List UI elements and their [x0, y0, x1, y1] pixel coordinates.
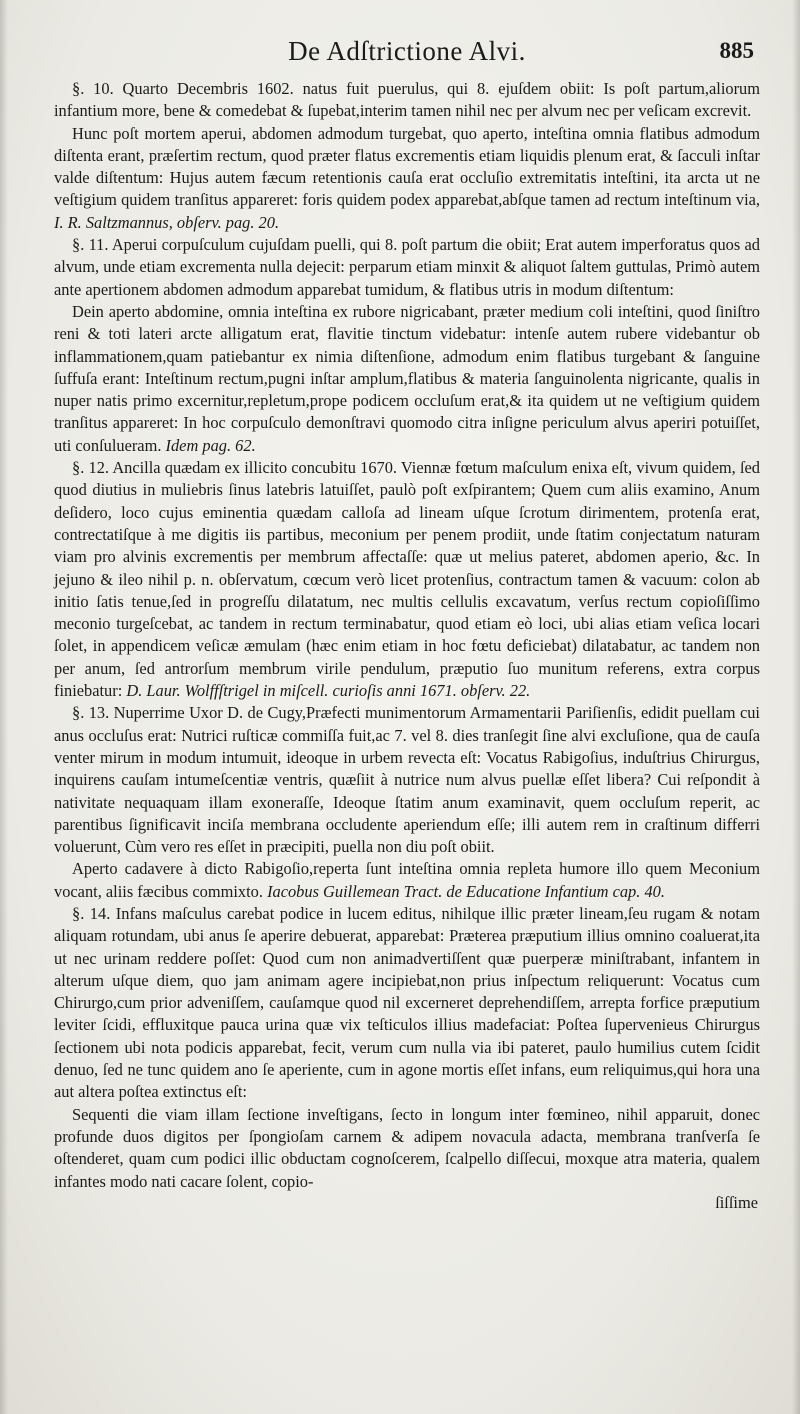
running-title: De Adſtrictione Alvi. — [288, 36, 526, 66]
catchword: ſiſſime — [715, 1192, 758, 1212]
paragraph-text: §. 12. Ancilla quædam ex illicito concubitu 1670. Viennæ fœtum maſculum enixa eſt, vivum quidem, ſed quod diutius in muliebris ſinus latebris latuiſſet, paulò poſt exſpirantem; Quem cum aliis examino, Anum deſidero, loco cujus eminentia quædam calloſa ad lineam uſque ſcrotum dirimentem, protenſa erat, contrectatiſque à me digitis iis partibus, meconium per penem prodiit, unde ſtatim conjectatum naturam viam pro alvinis excrementis per membrum affectaſſe: quæ ut melius pateret, abdomen aperio, &c. In jejuno & ileo nihil p. n. obſervatum, cœcum verò licet protenſius, contractum tamen & vacuum: colon ab initio ſatis tenue,ſed in progreſſu dilatatum, nec multis cellulis excavatum, verſus rectum copioſiſſimo meconio turgeſcebat, ac tandem in rectum terminabatur, quod etiam eò loci, ubi alias etiam veſica locari ſolet, in appendicem veſicæ æmulam (hæc enim etiam in hoc fœtu deficiebat) dilatabatur, ac tandem non per anum, ſed antrorſum membrum virile pendulum, præputio ſuo munitum referens, extra corpus finiebatur: — [54, 458, 760, 701]
paragraph-14 — [54, 903, 760, 1104]
paragraph-text: §. 11. Aperui corpuſculum cujuſdam puelli, qui 8. poſt partum die obiit; Erat autem imperforatus quos ad alvum, unde etiam excrementa nulla dejecit: perparum etiam minxit & aliquot ſaltem guttulas, Primò autem ante apertionem abdomen admodum apparebat tumidum, & flatibus utris in modum diſtentum: — [54, 235, 760, 299]
paragraph-11-cont — [54, 301, 760, 457]
paragraph-11 — [54, 234, 760, 301]
citation: D. Laur. Wolffſtrigel in miſcell. curioſis anni 1671. obſerv. 22. — [126, 681, 531, 701]
paragraph-text: Aperto cadavere à dicto Rabigoſio,reperta ſunt inteſtina omnia repleta humore illo quem Meconium vocant, aliis fæcibus commixto. — [54, 859, 760, 901]
paragraph-13 — [54, 702, 760, 858]
citation: Iacobus Guillemean Tract. de Educatione Infantium cap. 40. — [267, 881, 665, 901]
paragraph-10-cont — [54, 123, 760, 234]
page-edge-shadow — [0, 0, 8, 1414]
paragraph-text: §. 13. Nuperrime Uxor D. de Cugy,Præfecti munimentorum Armamentarii Pariſienſis, edidit puellam cui anus occluſus erat: Nutrici ruſticæ commiſſa fuit,ac 7. vel 8. dies tranſegit ſine alvi excluſione, qua de cauſa venter mirum in modum intumuit, ideoque in urbem revecta eſt: Vocatus Rabigoſius, induſtrius Chirurgus, inquirens cauſam intumeſcentiæ ventris, quæſiit à nutrice num alvus puellæ eſſet libera? Cui reſpondit à nativitate nequaquam illam exoneraſſe, Ideoque ſtatim anum examinavit, quem occluſum reperit, ac parentibus ſignificavit inciſa membrana occludente aperiendum eſſe; illi autem rem in craſtinum differri voluerunt, Cùm vero res eſſet in præcipiti, puella non diu poſt obiit. — [54, 703, 760, 857]
paragraph-13-cont — [54, 858, 760, 903]
citation: I. R. Saltzmannus, obſerv. pag. 20. — [54, 212, 280, 232]
page-number: 885 — [719, 38, 754, 63]
paragraph-text: Hunc poſt mortem aperui, abdomen admodum turgebat, quo aperto, inteſtina omnia flatibus admodum diſtenta erant, præſertim rectum, quod præter flatus excrementis etiam liquidis plenum erat, & ſacculi inſtar valde diſtentum: Hujus autem fæcum retentionis cauſa erat occluſio extremitatis inteſtini, ita arcta ut ne veſtigium quidem tranſitus appareret: foris quidem podex apparebat,abſque tamen ad rectum inteſtinum via, — [54, 123, 760, 210]
body-text — [54, 78, 760, 1193]
page-edge-shadow — [792, 0, 800, 1414]
paragraph-text: Dein aperto abdomine, omnia inteſtina ex rubore nigricabant, præter medium coli inteſtini, quod ſiniſtro reni & toti lateri arcte alligatum erat, flavitie tinctum videbatur: intenſe autem rubere videbantur ob inflammationem,quam patiebantur ex nimia diſtenſione, admodum enim flatibus turgebant & ſanguine ſuffuſa erant: Inteſtinum rectum,pugni inſtar amplum,flatibus & materia ſanguinolenta nigricante, qualis in nuper natis primo excernitur,repletum,prope podicem occluſum erat,& ita quidem ut ne veſtigium quidem tranſitus appareret: In hoc corpuſculo demonſtravi quomodo citra inſigne periculum alvus aperiri potuiſſet, uti conſulueram. — [54, 301, 760, 455]
citation: Idem pag. 62. — [165, 435, 256, 455]
page-header — [54, 36, 760, 76]
paragraph-10 — [54, 78, 760, 123]
paragraph-text: §. 10. Quarto Decembris 1602. natus fuit puerulus, qui 8. ejuſdem obiit: Is poſt partum,aliorum infantium more, bene & comedebat & ſupebat,interim tamen nihil nec per alvum nec per veſicam excrevit. — [54, 79, 760, 121]
paragraph-text: Sequenti die viam illam ſectione inveſtigans, ſecto in longum inter fœmineo, nihil apparuit, donec profunde duos digitos per ſpongioſam carnem & adipem novacula adacta, membrana tranſverſa ſe oſtenderet, quam cum podici illic obductam cognoſcerem, ſcalpello diſſecui, moxque atra materia, qualem infantes modo nati cacare ſolent, copio- — [54, 1104, 760, 1191]
paragraph-12 — [54, 457, 760, 702]
paragraph-14-cont — [54, 1104, 760, 1193]
paragraph-text: §. 14. Infans maſculus carebat podice in lucem editus, nihilque illic præter lineam,ſeu rugam & notam aliquam rotundam, ubi anus ſe aperire debuerat, apparebat: Præterea præputium illius omnino coaluerat,ita ut nec urinam reddere poſſet: Quod cum non animadvertiſſent quæ puerperæ miniſtrabant, infantem in alterum uſque diem, quo jam animam agere incipiebat,non prius inſpectum reliquerunt: Vocatus cum Chirurgo,cum prior adveniſſem, cauſamque quod nil excerneret deprehendiſſem, arrepta forfice præputium leviter ſcidi, effluxitque pauca urina quæ vix teſticulos illius madefaciat: Poſtea ſupervenieus Chirurgus ſectionem ubi nota podicis apparebat, fecit, verum cum nulla via ibi pateret, paulo humilius cutem ſcidit denuo, ſed ne tunc quidem ano ſe aperiente, cum in agone mortis eſſet infans, eum reliquimus,qui hora una aut altera poſtea extinctus eſt: — [54, 903, 760, 1102]
